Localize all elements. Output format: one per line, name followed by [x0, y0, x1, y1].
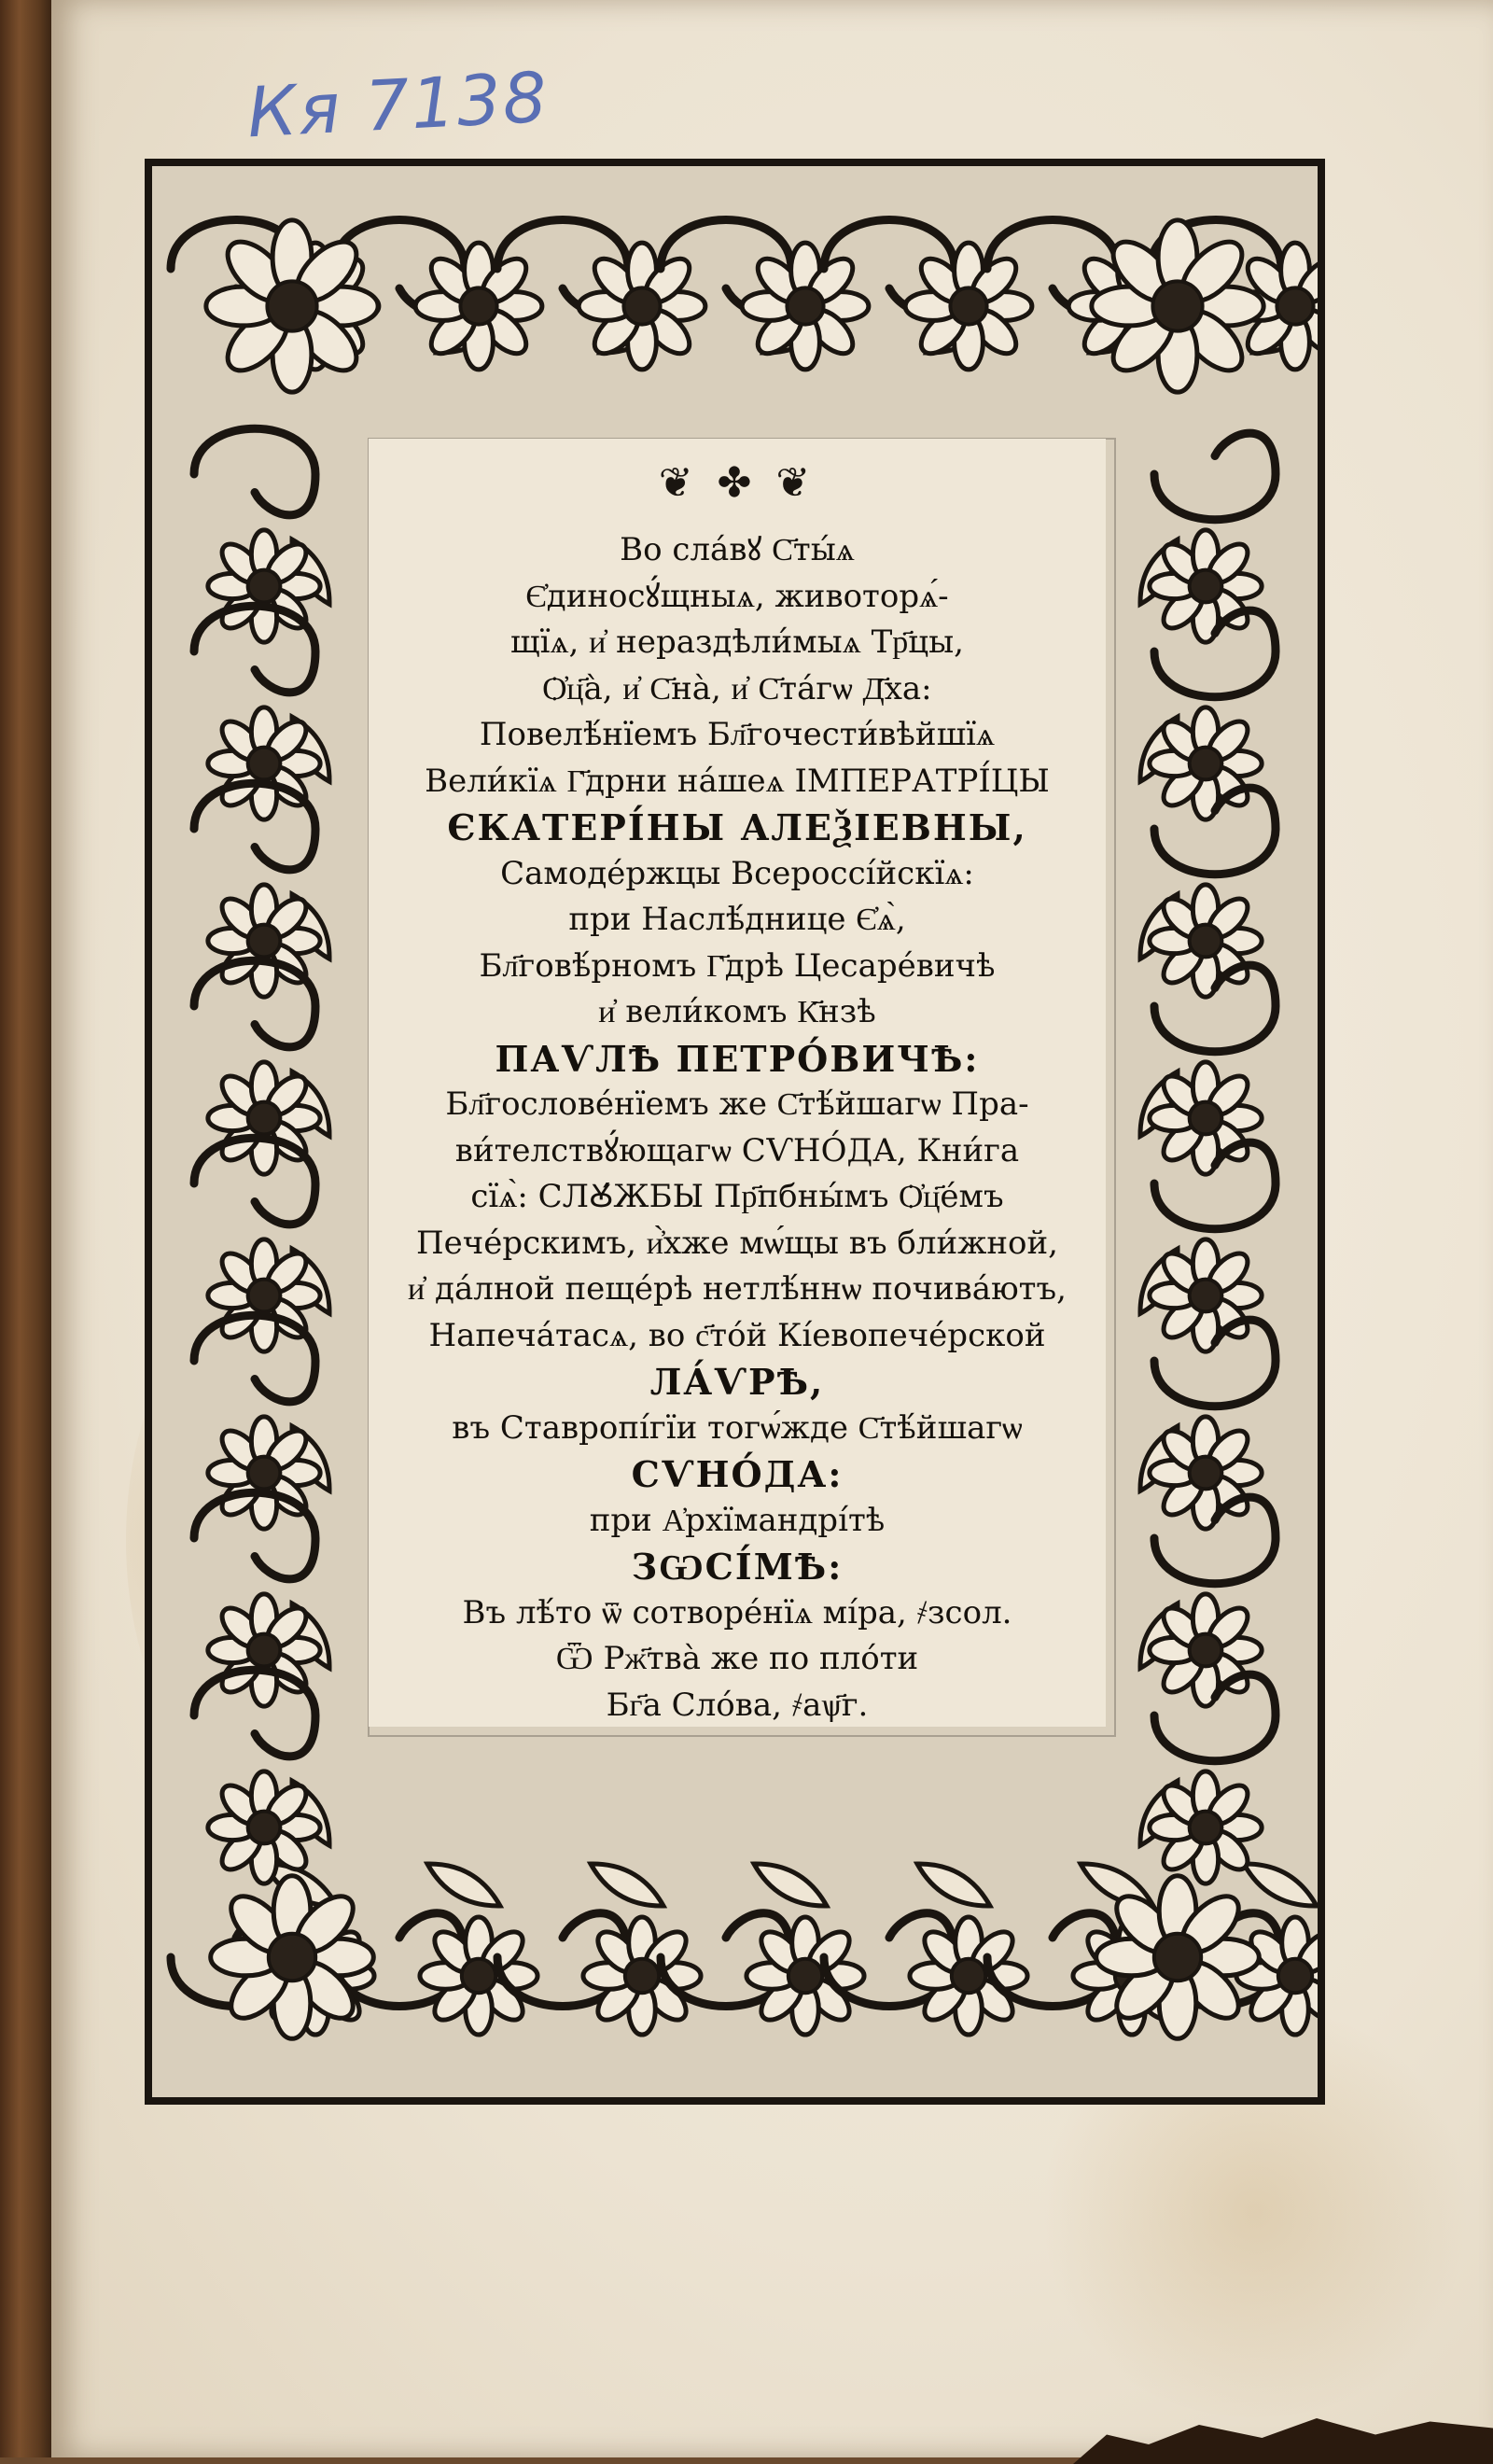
title-line: ЗѠСІ́МѢ:: [631, 1546, 844, 1588]
title-line: Бл҃говѣ́рномъ Г҃дрѣ Цесаре́вичѣ: [479, 946, 996, 985]
flower-ornament: [208, 1771, 320, 1883]
flower-ornament: [1150, 530, 1262, 642]
title-line: Ѻ҆ц҃а̀, и҆ С҃на̀, и҆ С҃та́гѡ Д҃ха:: [542, 669, 932, 707]
title-line: и҆ да́лной пеще́рѣ нетлѣ́ннѡ почива́ютъ,: [408, 1270, 1067, 1308]
flower-ornament: [1150, 707, 1262, 819]
title-line: СѴНО́ДА:: [631, 1453, 844, 1495]
title-text: [369, 527, 1106, 1729]
flower-ornament: [1150, 1062, 1262, 1174]
title-line: Пече́рскимъ, и҆̀хже мѡ́щы въ бли́жной,: [415, 1224, 1058, 1262]
title-line: ПАѴЛѢ ПЕТРО́ВИЧѢ:: [495, 1037, 980, 1080]
title-line: при Наслѣ́днице Є҆ѧ̀,: [568, 901, 906, 938]
title-line: ЄКАТЕРІ́НЫ АЛЕѮІЕВНЫ,: [447, 806, 1027, 848]
book-spine: [0, 0, 56, 2457]
title-line: Напеча́тасѧ, во с҃то́й Кі́евопече́рской: [428, 1316, 1046, 1354]
title-line: ви́телствꙋ́ющагѡ СѴНО́ДА, Кни́га: [454, 1131, 1020, 1169]
shelfmark-inscription: Кя 7138: [244, 57, 551, 154]
flower-ornament: [211, 1876, 374, 2039]
title-line: Самоде́ржцы Всероссі́йскїѧ:: [500, 854, 974, 892]
flower-ornament: [746, 1917, 864, 2035]
title-line: сїѧ̀: СЛꙊ́ЖБЫ Пр҃пбны́мъ Ѻ҆ц҃е́мъ: [470, 1178, 1004, 1215]
title-line: Бл҃гослове́нїемъ же С҃тѣ́йшагѡ Пра-: [445, 1085, 1029, 1123]
title-line: Бг҃а Сло́ва, ҂аѱ҃г.: [606, 1686, 869, 1724]
flower-ornament: [1092, 220, 1263, 392]
flower-ornament: [910, 1917, 1027, 2035]
title-line: Въ лѣ́то ѿ сотворе́нїѧ мі́ра, ҂зсол.: [462, 1593, 1012, 1631]
flower-ornament: [206, 220, 378, 392]
title-line: Ѿ Рж҃тва̀ же по пло́ти: [555, 1640, 919, 1677]
title-line: Вели́кїѧ Г҃дрни на́шеѧ ІМПЕРАТРІ́ЦЫ: [425, 762, 1050, 800]
title-line: и҆ вели́комъ К҃нзѣ: [598, 993, 876, 1030]
flower-ornament: [1150, 1417, 1262, 1529]
title-line: въ Ставропі́гїи тогѡ́жде С҃тѣ́йшагѡ: [452, 1408, 1023, 1447]
title-line: при А҆рхїмандрі́тѣ: [589, 1501, 886, 1539]
flower-ornament: [583, 1917, 701, 2035]
title-line: Є҆диносꙋ́щныѧ, животорѧ́-: [525, 577, 949, 615]
title-line: щїѧ, и҆ нераздѣли́мыѧ Тр҃цы,: [510, 623, 964, 661]
headpiece-ornament: ❦ ✤ ❦: [658, 459, 816, 507]
title-line: Во сла́вꙋ С҃ты́ѧ: [620, 531, 855, 568]
title-line: ЛА́ѴРѢ,: [649, 1361, 825, 1403]
flower-ornament: [1096, 1876, 1260, 2039]
flower-ornament: [579, 243, 705, 370]
flower-ornament: [742, 243, 869, 370]
title-text-panel: [369, 439, 1106, 1727]
flower-ornament: [420, 1917, 537, 2035]
flower-ornament: [1150, 1594, 1262, 1706]
title-line: Повелѣ́нїемъ Бл҃гочести́вѣйшїѧ: [479, 716, 996, 753]
flower-ornament: [415, 243, 542, 370]
flower-ornament: [1150, 1771, 1262, 1883]
flower-ornament: [905, 243, 1032, 370]
flower-ornament: [1150, 885, 1262, 997]
flower-ornament: [1150, 1239, 1262, 1351]
